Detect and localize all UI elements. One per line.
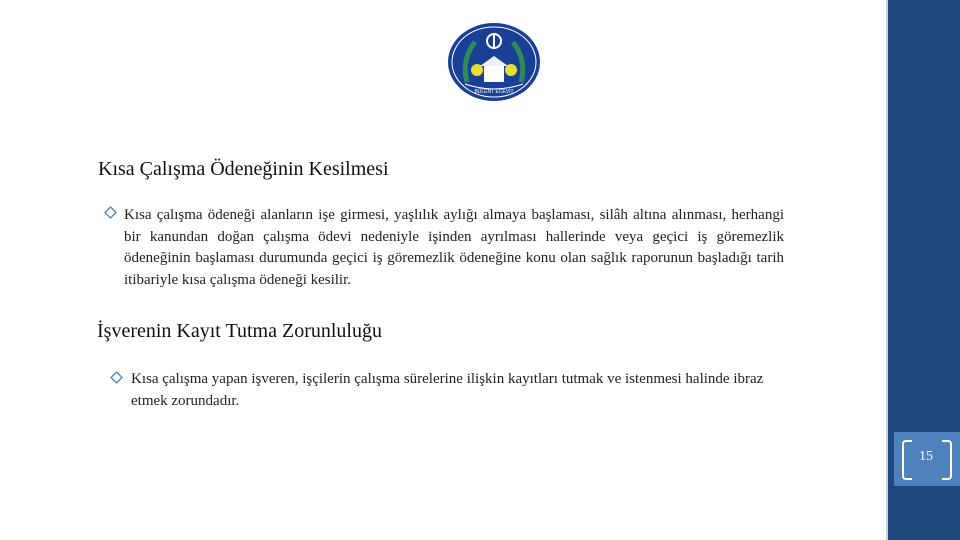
- diamond-bullet-icon: [104, 206, 117, 224]
- section-title-2: İşverenin Kayıt Tutma Zorunluluğu: [97, 320, 382, 342]
- section-title-1: Kısa Çalışma Ödeneğinin Kesilmesi: [98, 158, 389, 180]
- university-logo-icon: [447, 22, 541, 102]
- university-logo: [447, 22, 541, 102]
- svg-text:BÜLENT ECEVİT: BÜLENT ECEVİT: [474, 89, 514, 95]
- right-bracket-icon: [942, 440, 952, 480]
- page-number: 15: [919, 449, 933, 464]
- paragraph-2: Kısa çalışma yapan işveren, işçilerin çalışma sürelerine ilişkin kayıtları tutmak ve istenmesi halinde ibraz etmek zorundadır.: [131, 371, 764, 409]
- diamond-bullet-icon: [110, 371, 123, 389]
- paragraph-1: Kısa çalışma ödeneği alanların işe girmesi, yaşlılık aylığı almaya başlaması, silâh altına alınması, herhangi bir kanundan doğan çalışma ödevi nedeniyle işinden ayrılması hallerinde veya geçici iş göremezlik ödeneğinin başlaması durumunda geçici iş göremezlik ödeneğine konu olan sağlık raporunun başladığı tarih itibariyle kısa çalışma ödeneği kesilir.: [124, 207, 784, 288]
